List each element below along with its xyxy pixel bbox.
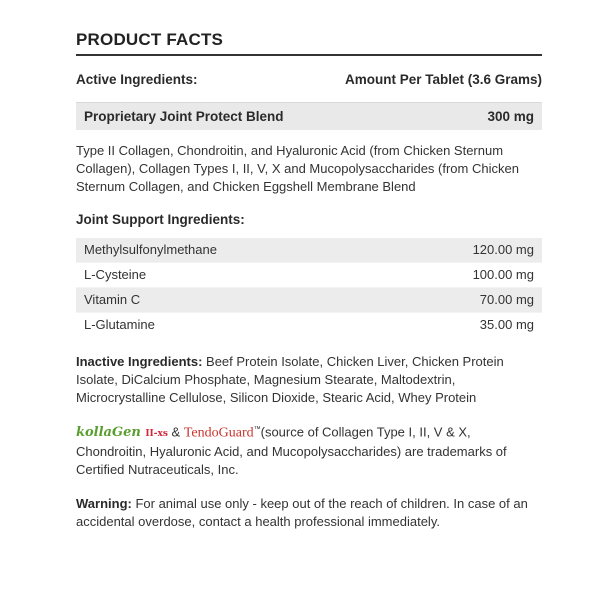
table-row [76,287,542,312]
active-ingredients-label: Active Ingredients: [76,72,198,87]
trademark-notice [76,421,542,479]
table-row [76,312,542,337]
trademark-text: (source of Collagen Type I, II, V & X, Chondroitin, Hyaluronic Acid, and Mucopolysaccharides) are trademarks of Certified Nutraceuticals, Inc. [76,424,507,478]
warning-notice [76,495,542,531]
inactive-ingredients-text: Beef Protein Isolate, Chicken Liver, Chicken Protein Isolate, DiCalcium Phosphate, Magnesium Stearate, Maltodextrin, Microcrystalline Cellulose, Silicon Dioxide, Stearic Acid, Whey Protein [76,354,504,405]
blend-amount: 300 mg [487,109,534,124]
joint-support-table [76,238,542,337]
table-row [76,262,542,287]
table-row [76,238,542,262]
inactive-ingredients [76,353,542,407]
ingredient-name: L-Cysteine [84,267,147,282]
blend-description: Type II Collagen, Chondroitin, and Hyaluronic Acid (from Chicken Sternum Collagen), Collagen Types I, II, V, X and Mucopolysaccharides (from Chicken Sternum Collagen, and Chicken Eggshell Membrane Blend [76,143,519,194]
kollagen-logo-suffix: II-xs [145,429,168,440]
warning-label: Warning: [76,496,132,512]
tendoguard-logo: TendoGuard [183,425,254,441]
trademark-symbol: ™ [253,426,261,433]
ingredient-name: Vitamin C [84,292,141,307]
warning-text: For animal use only - keep out of the reach of children. In case of an accidental overdose, contact a health professional immediately. [76,496,528,530]
ingredient-amount: 120.00 mg [472,242,534,257]
kollagen-logo: kollaGen II-xs [76,425,168,441]
ingredient-name: Methylsulfonylmethane [84,242,217,257]
joint-support-heading: Joint Support Ingredients: [76,212,245,227]
inactive-ingredients-label: Inactive Ingredients: [76,354,203,369]
ingredient-name: L-Glutamine [84,317,155,332]
blend-name: Proprietary Joint Protect Blend [84,109,284,124]
ingredient-amount: 100.00 mg [472,267,534,282]
amount-per-tablet-label: Amount Per Tablet (3.6 Grams) [344,72,542,87]
ampersand: & [167,424,184,440]
ingredient-amount: 70.00 mg [479,292,534,307]
proprietary-blend-row [76,102,542,130]
product-facts-panel [76,30,542,531]
page-title: PRODUCT FACTS [76,30,542,56]
ingredient-amount: 35.00 mg [479,317,534,332]
active-ingredients-header [76,72,542,87]
